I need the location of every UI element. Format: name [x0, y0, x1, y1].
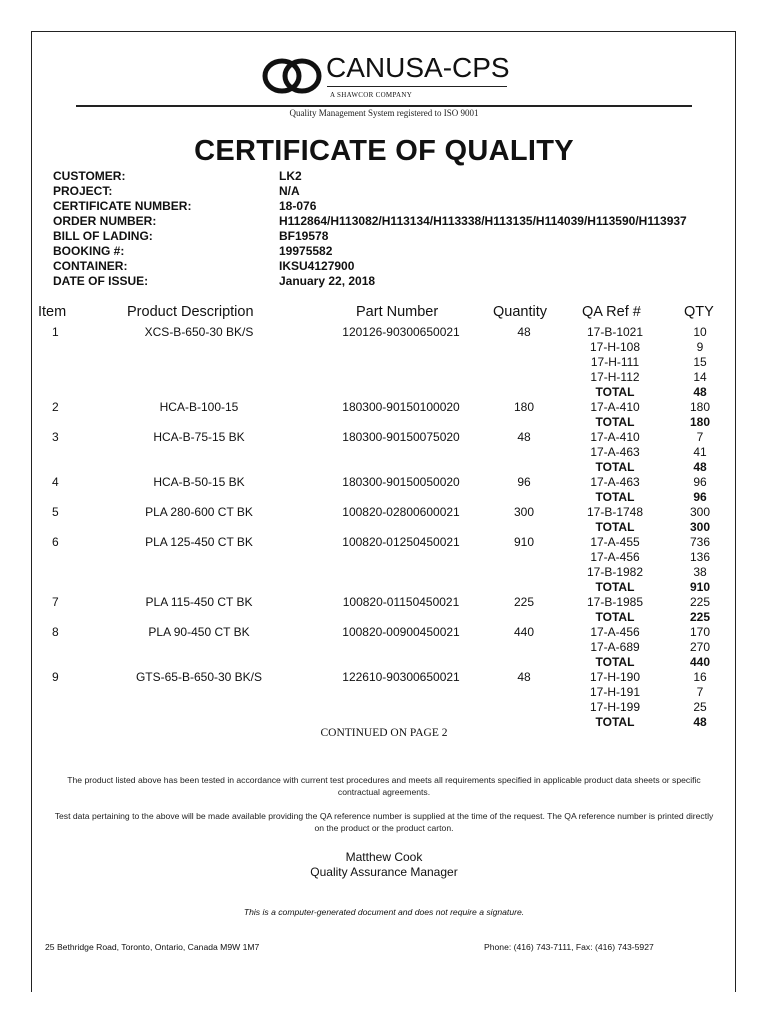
bill-of-lading-value: BF19578 — [279, 229, 329, 243]
total-qty: 910 — [689, 580, 711, 594]
qa-ref: 17-H-108 — [589, 340, 641, 354]
total-qty: 440 — [689, 655, 711, 669]
parent-company: A SHAWCOR COMPANY — [330, 91, 413, 99]
item-number: 5 — [52, 505, 59, 519]
product-description: GTS-65-B-650-30 BK/S — [135, 670, 263, 684]
product-description: PLA 90-450 CT BK — [148, 625, 250, 639]
item-number: 1 — [52, 325, 59, 339]
booking-label: BOOKING #: — [53, 244, 125, 258]
qa-ref: 17-A-689 — [590, 640, 640, 654]
quantity: 48 — [517, 325, 531, 339]
header-rule — [76, 105, 692, 107]
total-label: TOTAL — [595, 610, 635, 624]
quantity: 300 — [513, 505, 535, 519]
total-qty: 96 — [693, 490, 707, 504]
qa-ref: 17-B-1021 — [586, 325, 644, 339]
qms-line: Quality Management System registered to ISO 9001 — [289, 108, 479, 118]
qa-ref: 17-H-112 — [590, 370, 640, 384]
qa-ref: 17-B-1748 — [586, 505, 644, 519]
tested-statement: The product listed above has been tested in accordance with current test procedures and meets all requirements specified in applicable product data sheets or specific contractual agreements. — [67, 775, 701, 797]
total-label: TOTAL — [595, 385, 635, 399]
qa-ref: 17-A-463 — [590, 475, 640, 489]
part-number: 122610-90300650021 — [342, 670, 460, 684]
quantity: 180 — [513, 400, 535, 414]
total-label: TOTAL — [595, 460, 635, 474]
item-number: 7 — [52, 595, 59, 609]
total-qty: 180 — [689, 415, 711, 429]
order-number-label: ORDER NUMBER: — [53, 214, 157, 228]
project-value: N/A — [279, 184, 300, 198]
qa-ref: 17-A-410 — [590, 430, 640, 444]
customer-value: LK2 — [279, 169, 302, 183]
qa-qty: 14 — [693, 370, 707, 384]
customer-label: CUSTOMER: — [53, 169, 126, 183]
part-number: 180300-90150075020 — [342, 430, 460, 444]
footer-contact: Phone: (416) 743-7111, Fax: (416) 743-5927 — [484, 942, 654, 952]
document-title: CERTIFICATE OF QUALITY — [194, 135, 574, 167]
total-qty: 225 — [689, 610, 711, 624]
qa-ref: 17-B-1985 — [586, 595, 644, 609]
qa-qty: 96 — [693, 475, 707, 489]
header-qa-ref: QA Ref # — [582, 304, 641, 320]
item-number: 6 — [52, 535, 59, 549]
total-qty: 48 — [693, 385, 707, 399]
qa-qty: 736 — [689, 535, 711, 549]
product-description: HCA-B-100-15 — [159, 400, 239, 414]
total-qty: 300 — [689, 520, 711, 534]
total-qty: 48 — [693, 715, 707, 729]
qa-ref: 17-A-456 — [590, 550, 640, 564]
total-qty: 48 — [693, 460, 707, 474]
canusa-rings-icon — [262, 56, 324, 100]
quantity: 48 — [517, 430, 531, 444]
part-number: 100820-01250450021 — [342, 535, 460, 549]
qa-ref: 17-H-111 — [590, 355, 640, 369]
header-qty: QTY — [684, 304, 714, 320]
qa-qty: 270 — [689, 640, 711, 654]
quantity: 96 — [517, 475, 531, 489]
footer-address: 25 Bethridge Road, Toronto, Ontario, Canada M9W 1M7 — [45, 942, 260, 952]
project-label: PROJECT: — [53, 184, 113, 198]
qa-ref: 17-B-1982 — [586, 565, 644, 579]
part-number: 100820-02800600021 — [342, 505, 460, 519]
total-label: TOTAL — [595, 520, 635, 534]
qa-ref: 17-A-410 — [590, 400, 640, 414]
qa-ref: 17-A-456 — [590, 625, 640, 639]
logo-underline — [327, 86, 507, 87]
qa-qty: 10 — [693, 325, 707, 339]
part-number: 100820-00900450021 — [342, 625, 460, 639]
qa-qty: 38 — [693, 565, 707, 579]
item-number: 4 — [52, 475, 59, 489]
qa-ref: 17-A-455 — [590, 535, 640, 549]
qa-qty: 7 — [696, 685, 704, 699]
signatory-title: Quality Assurance Manager — [310, 865, 458, 879]
booking-value: 19975582 — [279, 244, 333, 258]
qa-qty: 136 — [689, 550, 711, 564]
quantity: 440 — [513, 625, 535, 639]
certificate-number-value: 18-076 — [279, 199, 317, 213]
computer-generated-note: This is a computer-generated document and does not require a signature. — [243, 907, 525, 917]
qa-ref: 17-H-191 — [589, 685, 641, 699]
product-description: PLA 280-600 CT BK — [145, 505, 253, 519]
product-description: XCS-B-650-30 BK/S — [144, 325, 254, 339]
company-name: CANUSA-CPS — [326, 52, 510, 83]
bill-of-lading-label: BILL OF LADING: — [53, 229, 153, 243]
qa-qty: 170 — [689, 625, 711, 639]
item-number: 8 — [52, 625, 59, 639]
part-number: 180300-90150050020 — [342, 475, 460, 489]
product-description: PLA 125-450 CT BK — [145, 535, 253, 549]
product-description: PLA 115-450 CT BK — [145, 595, 253, 609]
part-number: 100820-01150450021 — [342, 595, 460, 609]
qa-qty: 180 — [689, 400, 711, 414]
qa-ref: 17-H-199 — [589, 700, 641, 714]
qa-ref: 17-A-463 — [590, 445, 640, 459]
continued-note: CONTINUED ON PAGE 2 — [320, 727, 448, 739]
container-label: CONTAINER: — [53, 259, 128, 273]
item-number: 9 — [52, 670, 59, 684]
qa-qty: 7 — [696, 430, 704, 444]
qa-qty: 25 — [693, 700, 707, 714]
quantity: 48 — [517, 670, 531, 684]
signatory-name: Matthew Cook — [345, 850, 423, 864]
product-description: HCA-B-75-15 BK — [153, 430, 245, 444]
qa-ref: 17-H-190 — [589, 670, 641, 684]
item-number: 3 — [52, 430, 59, 444]
quantity: 225 — [513, 595, 535, 609]
product-description: HCA-B-50-15 BK — [153, 475, 245, 489]
part-number: 120126-90300650021 — [342, 325, 460, 339]
total-label: TOTAL — [595, 580, 635, 594]
quantity: 910 — [513, 535, 535, 549]
qa-qty: 16 — [693, 670, 707, 684]
qa-qty: 9 — [696, 340, 704, 354]
qa-qty: 41 — [693, 445, 707, 459]
container-value: IKSU4127900 — [279, 259, 355, 273]
order-number-value: H112864/H113082/H113134/H113338/H113135/H114039/H113590/H113937 — [279, 214, 687, 228]
qa-qty: 15 — [693, 355, 707, 369]
total-label: TOTAL — [595, 655, 635, 669]
header-part-number: Part Number — [356, 304, 439, 320]
date-of-issue-label: DATE OF ISSUE: — [53, 274, 149, 288]
certificate-number-label: CERTIFICATE NUMBER: — [53, 199, 192, 213]
header-item: Item — [38, 304, 67, 320]
total-label: TOTAL — [595, 715, 635, 729]
total-label: TOTAL — [595, 490, 635, 504]
test-data-statement: Test data pertaining to the above will be made available providing the QA reference number is supplied at the time of the request. The QA reference number is printed directly on the product or the product carton. — [54, 811, 714, 833]
item-number: 2 — [52, 400, 59, 414]
part-number: 180300-90150100020 — [342, 400, 460, 414]
date-of-issue-value: January 22, 2018 — [279, 274, 376, 288]
qa-qty: 300 — [689, 505, 711, 519]
header-product-description: Product Description — [127, 304, 254, 320]
header-quantity: Quantity — [493, 304, 547, 320]
qa-qty: 225 — [689, 595, 711, 609]
total-label: TOTAL — [595, 415, 635, 429]
